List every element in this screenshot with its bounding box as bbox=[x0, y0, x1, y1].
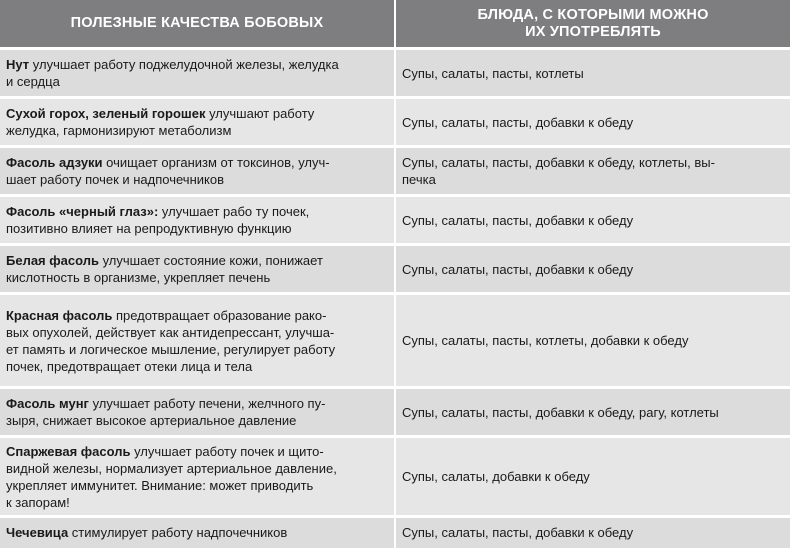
bean-description: улучшает состояние кожи, понижает кислотность в организме, укрепляет печень bbox=[6, 253, 323, 285]
bean-name: Фасоль «черный глаз»: bbox=[6, 204, 159, 219]
dishes-cell: Супы, салаты, пасты, добавки к обеду, рагу, котлеты bbox=[395, 388, 790, 437]
dishes-cell: Супы, салаты, пасты, добавки к обеду bbox=[395, 517, 790, 548]
benefit-cell bbox=[0, 245, 395, 294]
bean-description: стимулирует работу надпочечников bbox=[68, 525, 288, 541]
dishes-cell: Супы, салаты, пасты, добавки к обеду bbox=[395, 245, 790, 294]
bean-name: Фасоль адзуки bbox=[6, 155, 103, 170]
bean-description: улучшает рабо ту почек, позитивно влияет на репродуктивную функцию bbox=[6, 204, 310, 236]
benefit-cell bbox=[0, 437, 395, 517]
bean-name: Красная фасоль bbox=[6, 307, 113, 323]
bean-description: улучшает работу поджелудочной железы, желудка и сердца bbox=[6, 57, 339, 89]
dishes-cell: Супы, салаты, добавки к обеду bbox=[395, 437, 790, 517]
table-row bbox=[0, 294, 790, 388]
table-row bbox=[0, 245, 790, 294]
bean-description: улучшает работу почек и щито- видной железы, нормализует артериальное давление, укрепляет иммунитет. Внимание: может приводить к запорам! bbox=[6, 443, 337, 510]
dishes-cell: Супы, салаты, пасты, добавки к обеду bbox=[395, 196, 790, 245]
benefit-cell bbox=[0, 196, 395, 245]
bean-description: улучшает работу печени, желчного пу- зыря, снижает высокое артериальное давление bbox=[6, 396, 326, 428]
dishes-cell: Супы, салаты, пасты, котлеты bbox=[395, 49, 790, 98]
bean-description: очищает организм от токсинов, улуч- шает работу почек и надпочечников bbox=[6, 155, 330, 187]
bean-name: Чечевица bbox=[6, 525, 69, 541]
bean-description: улучшают работу желудка, гармонизируют метаболизм bbox=[6, 106, 315, 138]
benefit-cell bbox=[0, 388, 395, 437]
bean-name: Белая фасоль bbox=[6, 253, 99, 268]
benefit-cell bbox=[0, 147, 395, 196]
header-benefits: ПОЛЕЗНЫЕ КАЧЕСТВА БОБОВЫХ bbox=[0, 0, 395, 49]
dishes-cell: Супы, салаты, пасты, добавки к обеду bbox=[395, 98, 790, 147]
bean-name: Спаржевая фасоль bbox=[6, 443, 131, 459]
benefit-cell bbox=[0, 49, 395, 98]
benefit-cell bbox=[0, 98, 395, 147]
bean-name: Сухой горох, зеленый горошек bbox=[6, 106, 206, 121]
table-row bbox=[0, 196, 790, 245]
table-row bbox=[0, 147, 790, 196]
table-row bbox=[0, 98, 790, 147]
benefit-cell bbox=[0, 517, 395, 548]
benefit-cell bbox=[0, 294, 395, 388]
bean-name: Фасоль мунг bbox=[6, 396, 89, 411]
table-row bbox=[0, 437, 790, 517]
header-dishes: БЛЮДА, С КОТОРЫМИ МОЖНО ИХ УПОТРЕБЛЯТЬ bbox=[395, 0, 790, 49]
bean-name: Нут bbox=[6, 57, 30, 72]
table-row bbox=[0, 517, 790, 548]
dishes-cell: Супы, салаты, пасты, котлеты, добавки к обеду bbox=[395, 294, 790, 388]
dishes-cell: Супы, салаты, пасты, добавки к обеду, котлеты, вы- печка bbox=[395, 147, 790, 196]
header-row bbox=[0, 0, 790, 49]
bean-description: предотвращает образование рако- вых опухолей, действует как антидепрессант, улучша- ет память и логическое мышление, регулирует работу почек, предотвращает отеки лица и тела bbox=[6, 307, 336, 374]
table-row bbox=[0, 49, 790, 98]
table-row bbox=[0, 388, 790, 437]
